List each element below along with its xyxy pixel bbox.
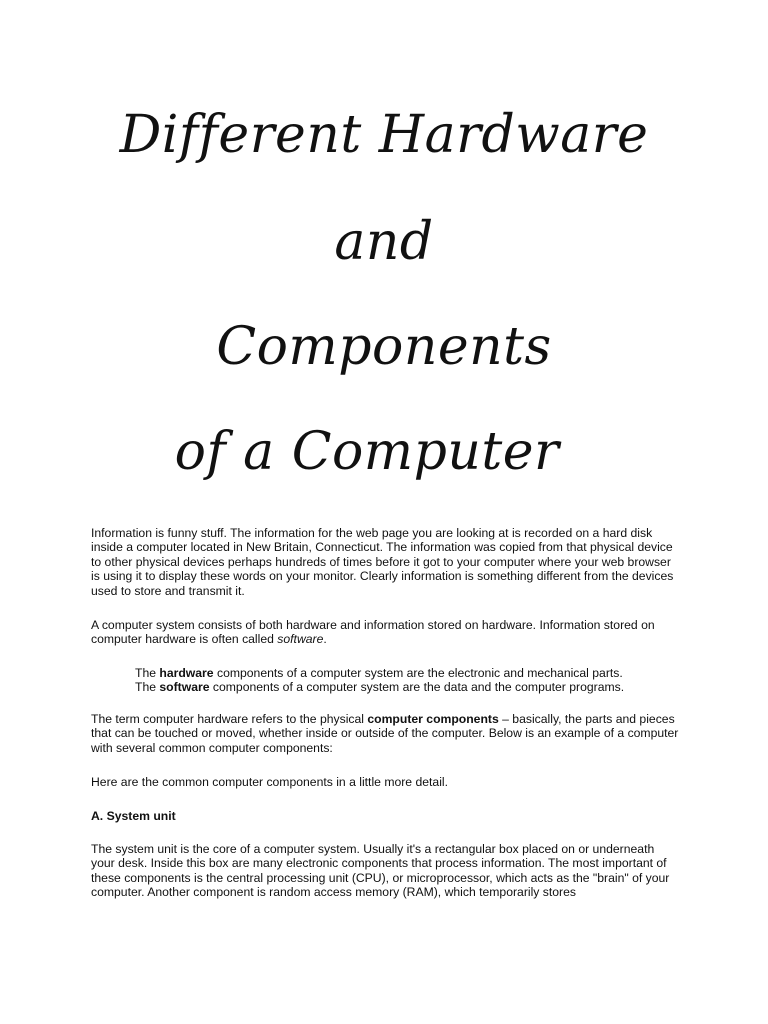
intro-paragraph-1: Information is funny stuff. The information for the web page you are looking at is recorded on a hard disk inside a computer located in New Britain, Connecticut. The information was copied from that physical device to other physical devices perhaps hundreds of times before it got to your computer where your web browser is using it to display these words on your monitor. Clearly information is something different from the devices used to store and transmit it. [91,526,674,598]
section-a-heading: A. System unit [91,809,176,823]
hardware-definition: The hardware components of a computer system are the electronic and mechanical parts. [135,666,623,680]
detail-line: Here are the common computer components in a little more detail. [91,775,448,789]
section-a-paragraph: The system unit is the core of a computer system. Usually it's a rectangular box placed on or underneath your desk. Inside this box are many electronic components that process information. The most important of these components is the central processing unit (CPU), or microprocessor, which acts as the "brain" of your computer. Another component is random access memory (RAM), which temporarily stores [91,842,670,900]
hardware-paragraph: The term computer hardware refers to the physical computer components – basically, the parts and pieces that can be touched or moved, whether inside or outside of the computer. Below is an example of a computer with several common computer components: [91,712,679,755]
intro-paragraph-2: A computer system consists of both hardware and information stored on hardware. Information stored on computer hardware is often called software. [91,618,655,647]
software-term: software [277,632,324,647]
hardware-term: hardware [159,666,214,680]
software-definition: The software components of a computer system are the data and the computer programs. [135,680,625,695]
title-line-3: Components [216,317,552,377]
definition-list [91,666,725,695]
title-line-2: and [334,212,434,272]
title-line-4: of a Computer [174,422,560,482]
title-line-1: Different Hardware [119,105,649,165]
software-term-bold: software [159,680,210,695]
computer-components-term: computer components [367,712,499,726]
